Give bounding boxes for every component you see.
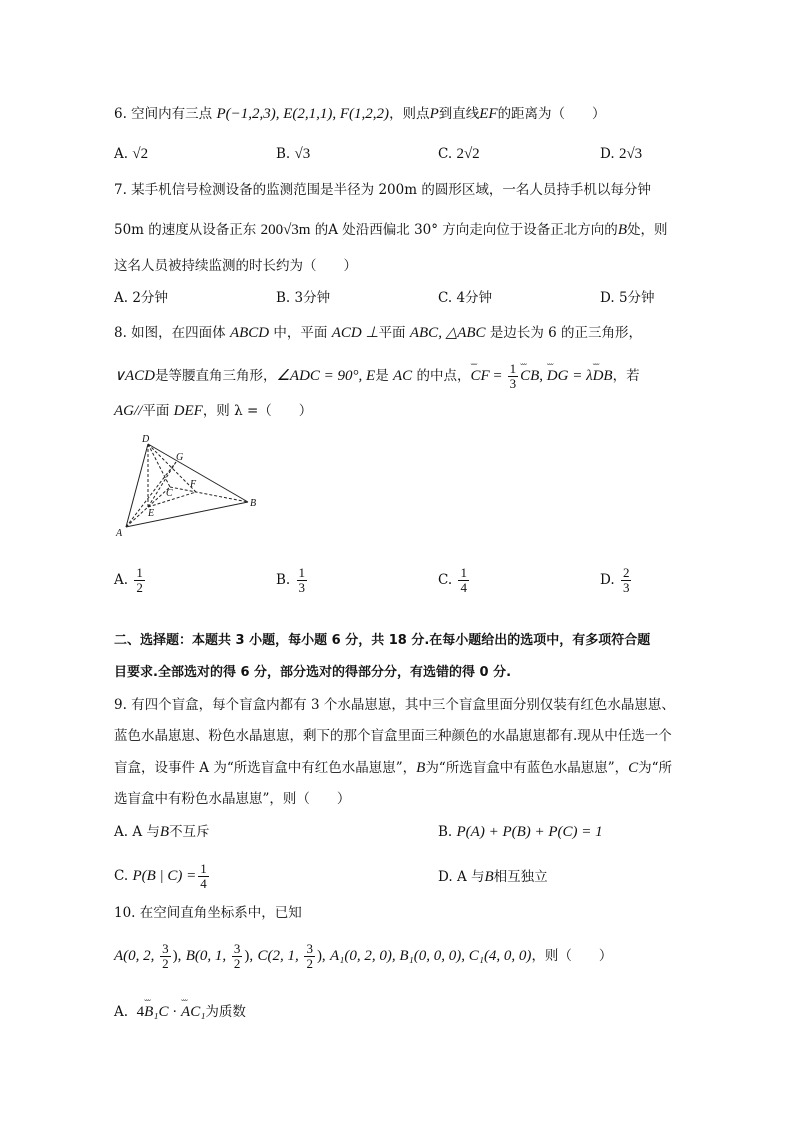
section2-instructions-1: 二、选择题：本题共 3 小题，每小题 6 分，共 18 分.在每小题给出的选项中，有多项符合题 (114, 633, 651, 648)
label-b: B (250, 498, 257, 509)
q7-option-c[interactable]: C. 4分钟 (438, 290, 493, 306)
q7-line-3: 这名人员被持续监测的时长约为（ ） (114, 258, 357, 274)
q6-option-d[interactable]: D. 2√3 (600, 146, 643, 162)
q6-option-a[interactable]: A. √2 (114, 146, 149, 162)
label-f: F (190, 479, 197, 490)
vector-cb: ˘˘˘ CB (520, 366, 539, 386)
q10-line-1: 10. 在空间直角坐标系中，已知 (114, 905, 302, 921)
tetrahedron-figure (112, 432, 272, 542)
vector-db: ˘˘˘ DB (593, 366, 613, 386)
q10-points: A(0, 2, $\frac{3}{2}$ ), B(0, 1, $\frac{3}{2}$ ), C(2, 1, $\frac{3}{2}$ ), A₁(0, 2, 0), B₁(0, 0, 0), C₁(4, 0, 0)，则（ ） (114, 941, 613, 971)
vector-ac1: ˘˘˘ AC₁ (181, 1002, 205, 1022)
q7-option-b[interactable]: B. 3分钟 (276, 290, 331, 306)
label-a: A (116, 528, 123, 539)
q9-option-b[interactable]: B. P(A) + P(B) + P(C) = 1 (438, 824, 603, 840)
q8-line-3: AG//平面 DEF，则 λ =（ ） (114, 403, 313, 419)
q8-option-d[interactable]: D. $\frac{2}{3}$ (600, 565, 630, 595)
label-c: C (166, 488, 173, 499)
q6-option-c[interactable]: C. 2√2 (438, 146, 480, 162)
label-d: D (142, 434, 150, 445)
q9-option-d[interactable]: D. A 与B相互独立 (438, 869, 548, 885)
q8-line-1: 8. 如图，在四面体 ABCD 中，平面 ACD ⊥平面 ABC, △ABC 是边长为 6 的正三角形， (114, 325, 643, 341)
q9-line-4: 选盲盒中有粉色水晶崽崽”，则（ ） (114, 791, 351, 807)
fraction-one-third: $\frac{1}{3}$ (509, 361, 517, 391)
edge-cb (170, 487, 248, 502)
q7-line-2: 50m 的速度从设备正东 200√3m 的A 处沿西偏北 30° 方向走向位于设备正北方向的B处，则 (114, 222, 668, 238)
q9-line-2: 蓝色水晶崽崽、粉色水晶崽崽，剩下的那个盲盒里面三种颜色的水晶崽崽都有.现从中任选一个 (114, 728, 672, 744)
q6-option-b[interactable]: B. √3 (276, 146, 311, 162)
q7-option-d[interactable]: D. 5分钟 (600, 290, 655, 306)
vector-cf: ˘˘˘ CF (470, 366, 489, 386)
q9-option-c[interactable]: C. P(B | C) = $\frac{1}{4}$ (114, 861, 207, 891)
section2-instructions-2: 目要求.全部选对的得 6 分，部分选对的得部分分，有选错的得 0 分. (114, 665, 512, 680)
q8-line-2: ∨ACD是等腰直角三角形，∠ADC = 90°, E是 AC 的中点，˘˘˘ CF = $\frac{1}{3}$ ˘˘˘ CB, ˘˘˘ DG = λ˘˘˘ DB，若 (114, 362, 640, 391)
segment-eg (148, 462, 176, 507)
q6-points: P(−1,2,3), E(2,1,1), F(1,2,2) (216, 106, 390, 122)
q9-line-1: 9. 有四个盲盒，每个盲盒内都有 3 个水晶崽崽，其中三个盲盒里面分别仅装有红色水晶崽崽、 (114, 697, 675, 713)
q6-stem: 6. 空间内有三点 P(−1,2,3), E(2,1,1), F(1,2,2)，则点P到直线EF的距离为（ ） (114, 106, 606, 122)
q10-option-a[interactable]: A. 4˘˘˘ B₁C · ˘˘˘ AC₁为质数 (114, 1002, 246, 1022)
vector-dg: ˘˘˘ DG (547, 366, 569, 386)
q7-line-1: 7. 某手机信号检测设备的监测范围是半径为 200m 的圆形区域，一名人员持手机以每分钟 (114, 182, 651, 198)
label-g: G (176, 452, 184, 463)
q9-line-3: 盲盒，设事件 A 为“所选盲盒中有红色水晶崽崽”，B为“所选盲盒中有蓝色水晶崽崽”，C为“所 (114, 760, 673, 776)
edge-da (126, 444, 148, 527)
q7-option-a[interactable]: A. 2分钟 (114, 290, 168, 306)
edge-ab (126, 502, 248, 527)
q8-option-a[interactable]: A. $\frac{1}{2}$ (114, 565, 143, 595)
q8-option-b[interactable]: B. $\frac{1}{3}$ (276, 565, 306, 595)
vector-b1c: ˘˘˘ B₁C (144, 1002, 168, 1022)
q8-option-c[interactable]: C. $\frac{1}{4}$ (438, 565, 467, 595)
q9-option-a[interactable]: A. A 与B不互斥 (114, 824, 210, 840)
label-e: E (148, 508, 155, 519)
